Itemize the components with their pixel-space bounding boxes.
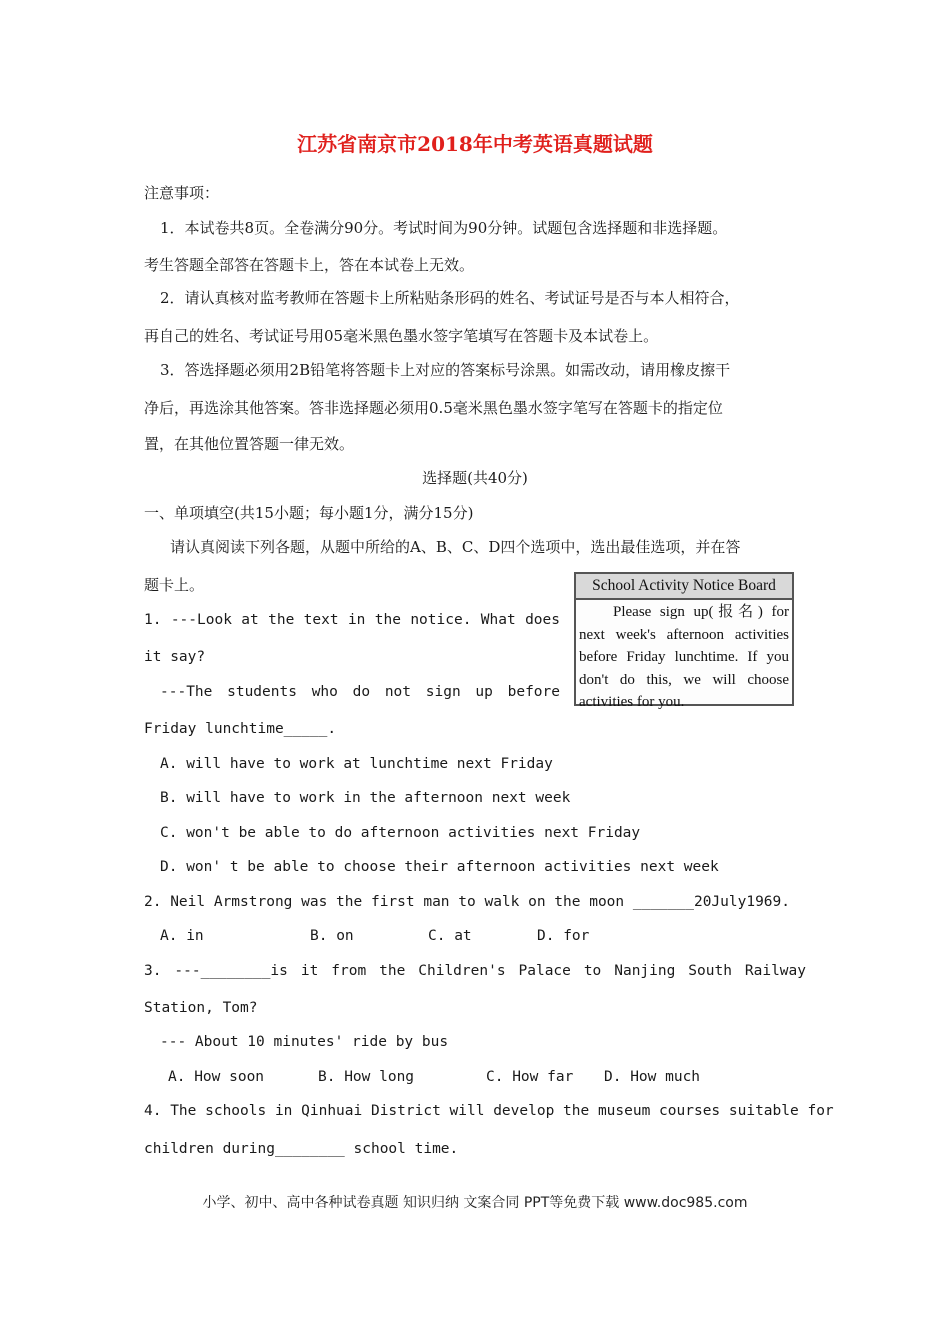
question-3-option-c: C. How far (486, 1069, 574, 1085)
question-1-line-1: 1. ---Look at the text in the notice. What does (144, 612, 560, 628)
question-1-line-4: Friday lunchtime_____. (144, 721, 337, 737)
notice-item-2-line-1: 2．请认真核对监考教师在答题卡上所粘贴条形码的姓名、考试证号是否与本人相符合， (160, 289, 740, 307)
notice-board-title: School Activity Notice Board (576, 574, 792, 600)
part-1-heading: 一、单项填空(共15小题；每小题1分，满分15分) (144, 504, 474, 522)
question-3-option-a: A. How soon (168, 1069, 265, 1085)
question-1-option-c: C. won't be able to do afternoon activities next Friday (160, 825, 641, 841)
notice-item-2-line-2: 再自己的姓名、考试证号用05毫米黑色墨水签字笔填写在答题卡及本试卷上。 (144, 327, 659, 345)
part-1-instruction-line-1: 请认真阅读下列各题，从题中所给的A、B、C、D四个选项中，选出最佳选项，并在答 (170, 538, 741, 556)
question-1-option-b: B. will have to work in the afternoon next week (160, 790, 571, 806)
question-3-line-2: Station, Tom? (144, 1000, 258, 1016)
section-title: 选择题(共40分) (422, 469, 528, 487)
question-3-line-3: --- About 10 minutes' ride by bus (160, 1034, 449, 1050)
notice-item-3-line-2: 净后，再选涂其他答案。答非选择题必须用0.5毫米黑色墨水签字笔写在答题卡的指定位 (144, 399, 723, 417)
question-2-option-c: C. at (428, 928, 472, 944)
question-2-option-b: B. on (310, 928, 354, 944)
notice-board-text: Please sign up(报名) for next week's afternoon activities before Friday lunchtime. If you don't do this, we will choose activities for you. (579, 604, 789, 710)
notice-item-3-line-1: 3．答选择题必须用2B铅笔将答题卡上对应的答案标号涂黑。如需改动，请用橡皮擦干 (160, 361, 731, 379)
page-footer: 小学、初中、高中各种试卷真题 知识归纳 文案合同 PPT等免费下载 www.doc985.com (202, 1195, 748, 1211)
notice-heading: 注意事项： (144, 184, 220, 202)
question-1-line-3: ---The students who do not sign up before (160, 684, 560, 700)
question-4-line-2: children during________ school time. (144, 1141, 459, 1157)
part-1-instruction-line-2: 题卡上。 (144, 576, 205, 594)
question-1-option-d: D. won' t be able to choose their afternoon activities next week (160, 859, 719, 875)
question-1-option-a: A. will have to work at lunchtime next Friday (160, 756, 553, 772)
notice-item-1-line-1: 1．本试卷共8页。全卷满分90分。考试时间为90分钟。试题包含选择题和非选择题。 (160, 219, 728, 237)
notice-item-1-line-2: 考生答题全部答在答题卡上，答在本试卷上无效。 (144, 256, 475, 274)
question-1-line-2: it say? (144, 649, 206, 665)
question-2-option-a: A. in (160, 928, 204, 944)
question-3-option-d: D. How much (604, 1069, 701, 1085)
page-title: 江苏省南京市2018年中考英语真题试题 (297, 132, 653, 156)
notice-board-image (574, 572, 794, 710)
question-2-option-d: D. for (537, 928, 590, 944)
question-3-option-b: B. How long (318, 1069, 415, 1085)
question-4-line-1: 4. The schools in Qinhuai District will develop the museum courses suitable for (144, 1103, 834, 1119)
question-3-line-1: 3. ---________is it from the Children's Palace to Nanjing South Railway (144, 963, 806, 979)
question-2-line-1: 2. Neil Armstrong was the first man to walk on the moon _______20July1969. (144, 894, 791, 910)
notice-item-3-line-3: 置，在其他位置答题一律无效。 (144, 435, 355, 453)
